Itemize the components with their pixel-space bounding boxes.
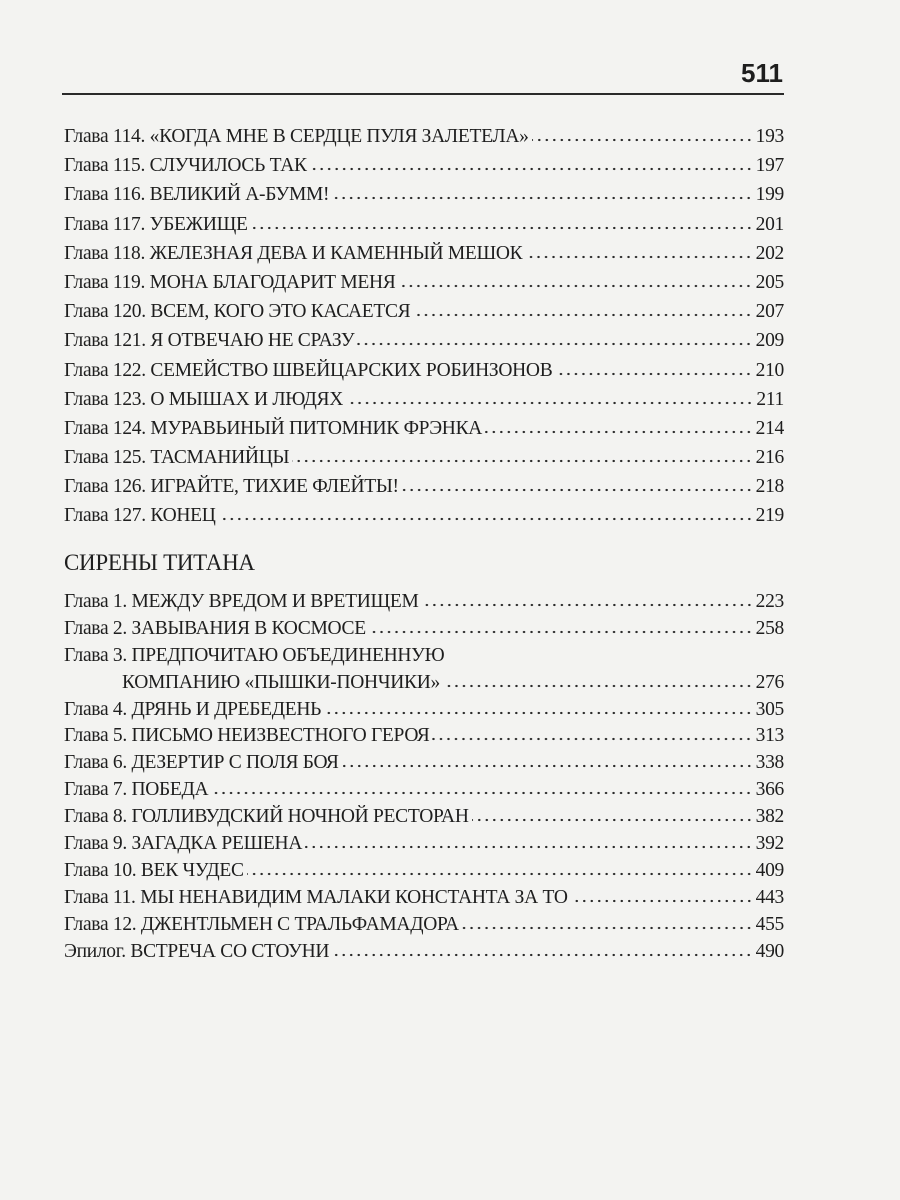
entry-title: Глава 11. МЫ НЕНАВИДИМ МАЛАКИ КОНСТАНТА ЗА ТО <box>64 886 568 908</box>
dot-leader <box>525 255 752 259</box>
dot-leader <box>292 459 752 463</box>
toc-entry <box>64 779 784 806</box>
dot-leader <box>346 401 753 405</box>
dot-leader <box>555 372 752 376</box>
entry-page: 276 <box>755 671 784 693</box>
entry-page: 382 <box>755 806 784 828</box>
entry-page: 218 <box>755 476 784 498</box>
dot-leader <box>462 926 753 930</box>
entry-title: Глава 12. ДЖЕНТЛЬМЕН С ТРАЛЬФАМАДОРА <box>64 913 459 935</box>
toc-list-part2 <box>64 591 784 967</box>
toc-entry <box>64 752 784 779</box>
entry-title: Глава 9. ЗАГАДКА РЕШЕНА <box>64 833 303 855</box>
toc-entry <box>64 833 784 860</box>
toc-entry <box>64 941 784 968</box>
toc-entry <box>64 360 784 389</box>
dot-leader <box>398 284 752 288</box>
dot-leader <box>413 313 752 317</box>
entry-title: Глава 119. МОНА БЛАГОДАРИТ МЕНЯ <box>64 271 396 293</box>
dot-leader <box>571 899 753 903</box>
toc-entry <box>64 699 784 726</box>
toc-entry <box>64 214 784 243</box>
entry-title: Глава 115. СЛУЧИЛОСЬ ТАК <box>64 155 307 177</box>
dot-leader <box>310 167 753 171</box>
header-rule <box>62 93 784 95</box>
toc-entry <box>64 243 784 272</box>
entry-title: Глава 3. ПРЕДПОЧИТАЮ ОБЪЕДИНЕННУЮ <box>64 644 445 666</box>
entry-page: 490 <box>755 940 784 962</box>
entry-title: Глава 122. СЕМЕЙСТВО ШВЕЙЦАРСКИХ РОБИНЗОНОВ <box>64 359 553 381</box>
entry-page: 223 <box>755 591 784 612</box>
entry-page: 443 <box>755 886 784 908</box>
entry-page: 313 <box>755 725 784 747</box>
entry-title: Глава 127. КОНЕЦ <box>64 505 216 527</box>
entry-title: Глава 116. ВЕЛИКИЙ А-БУММ! <box>64 184 330 206</box>
toc-entry <box>64 591 784 618</box>
toc-entry <box>64 126 784 155</box>
dot-leader <box>219 517 753 521</box>
dot-leader <box>443 684 753 688</box>
dot-leader <box>402 488 753 492</box>
dot-leader <box>422 603 753 607</box>
toc-entry <box>64 184 784 213</box>
entry-title-continuation: КОМПАНИЮ «ПЫШКИ-ПОНЧИКИ» <box>122 671 440 693</box>
toc-entry <box>64 155 784 184</box>
page-number: 511 <box>741 58 783 88</box>
entry-title: Глава 123. О МЫШАХ И ЛЮДЯХ <box>64 388 344 410</box>
dot-leader <box>472 818 753 822</box>
entry-page: 338 <box>755 752 784 774</box>
entry-title: Глава 124. МУРАВЬИНЫЙ ПИТОМНИК ФРЭНКА <box>64 417 483 439</box>
entry-page: 193 <box>755 126 784 147</box>
entry-title: Глава 120. ВСЕМ, КОГО ЭТО КАСАЕТСЯ <box>64 301 411 323</box>
dot-leader <box>357 342 752 346</box>
toc-entry <box>64 505 784 534</box>
toc-entry <box>64 476 784 505</box>
toc-entry <box>64 806 784 833</box>
entry-page: 216 <box>755 447 784 469</box>
entry-title: Глава 7. ПОБЕДА <box>64 779 209 801</box>
dot-leader <box>332 953 752 957</box>
toc-entry <box>64 914 784 941</box>
entry-page: 409 <box>755 859 784 881</box>
entry-title: Глава 1. МЕЖДУ ВРЕДОМ И ВРЕТИЩЕМ <box>64 591 419 612</box>
dot-leader <box>532 138 753 142</box>
entry-page: 205 <box>755 271 784 293</box>
toc-entry <box>64 860 784 887</box>
toc-list-part1 <box>64 126 784 535</box>
entry-page: 214 <box>755 417 784 439</box>
dot-leader <box>332 196 752 200</box>
entry-page: 202 <box>755 242 784 264</box>
entry-page: 219 <box>755 505 784 527</box>
dot-leader <box>211 791 752 795</box>
toc-entry <box>64 447 784 476</box>
entry-title: Глава 8. ГОЛЛИВУДСКИЙ НОЧНОЙ РЕСТОРАН <box>64 806 469 828</box>
dot-leader <box>305 845 753 849</box>
entry-title: Глава 2. ЗАВЫВАНИЯ В КОСМОСЕ <box>64 617 366 639</box>
entry-title: Глава 117. УБЕЖИЩЕ <box>64 213 248 235</box>
entry-title: Глава 4. ДРЯНЬ И ДРЕБЕДЕНЬ <box>64 698 322 720</box>
entry-title: Глава 118. ЖЕЛЕЗНАЯ ДЕВА И КАМЕННЫЙ МЕШОК <box>64 242 523 264</box>
entry-page: 201 <box>755 213 784 235</box>
toc-entry <box>64 645 784 672</box>
entry-page: 305 <box>755 698 784 720</box>
entry-page: 209 <box>755 330 784 352</box>
toc-entry <box>64 330 784 359</box>
toc-entry-continuation <box>64 672 784 699</box>
entry-page: 197 <box>755 155 784 177</box>
entry-page: 366 <box>755 779 784 801</box>
entry-page: 199 <box>755 184 784 206</box>
dot-leader <box>485 430 753 434</box>
toc-entry <box>64 301 784 330</box>
toc-entry <box>64 725 784 752</box>
entry-page: 211 <box>756 388 784 410</box>
entry-title: Глава 6. ДЕЗЕРТИР С ПОЛЯ БОЯ <box>64 752 339 774</box>
dot-leader <box>432 737 752 741</box>
entry-title: Глава 114. «КОГДА МНЕ В СЕРДЦЕ ПУЛЯ ЗАЛЕТЕЛА» <box>64 126 529 147</box>
dot-leader <box>369 630 753 634</box>
entry-page: 258 <box>755 617 784 639</box>
entry-title: Глава 5. ПИСЬМО НЕИЗВЕСТНОГО ГЕРОЯ <box>64 725 430 747</box>
entry-title: Глава 121. Я ОТВЕЧАЮ НЕ СРАЗУ <box>64 330 355 352</box>
toc-entry <box>64 887 784 914</box>
entry-title: Глава 125. ТАСМАНИЙЦЫ <box>64 447 290 469</box>
entry-page: 392 <box>755 833 784 855</box>
dot-leader <box>342 764 753 768</box>
toc-entry <box>64 618 784 645</box>
entry-title: Глава 10. ВЕК ЧУДЕС <box>64 859 244 881</box>
dot-leader <box>251 226 753 230</box>
toc-entry <box>64 272 784 301</box>
entry-title: Глава 126. ИГРАЙТЕ, ТИХИЕ ФЛЕЙТЫ! <box>64 476 399 498</box>
dot-leader <box>324 711 753 715</box>
toc-entry <box>64 389 784 418</box>
dot-leader <box>247 872 753 876</box>
entry-title: Эпилог. ВСТРЕЧА СО СТОУНИ <box>64 940 330 962</box>
section-heading: СИРЕНЫ ТИТАНА <box>64 550 255 575</box>
entry-page: 455 <box>755 913 784 935</box>
entry-page: 207 <box>755 301 784 323</box>
toc-entry <box>64 418 784 447</box>
entry-page: 210 <box>755 359 784 381</box>
